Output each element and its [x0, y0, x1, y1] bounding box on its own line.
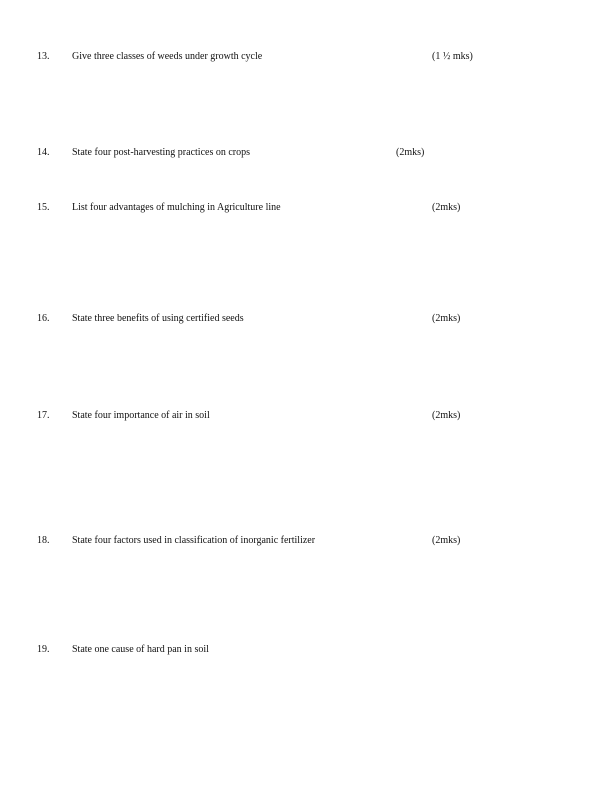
question-14 [0, 146, 612, 160]
question-marks: (1 ½ mks) [432, 51, 473, 62]
question-number: 16. [37, 313, 50, 324]
question-17 [0, 409, 612, 423]
question-text: Give three classes of weeds under growth cycle [72, 51, 263, 62]
question-15 [0, 201, 612, 215]
question-text: State one cause of hard pan in soil [72, 644, 209, 655]
question-marks: (2mks) [432, 535, 461, 546]
question-marks: (2mks) [432, 313, 461, 324]
question-text: State three benefits of using certified seeds [72, 313, 244, 324]
question-13 [0, 50, 612, 64]
question-number: 19. [37, 644, 50, 655]
question-number: 14. [37, 147, 50, 158]
question-text: State four factors used in classification of inorganic fertilizer [72, 535, 316, 546]
question-19 [0, 643, 612, 657]
question-text: State four post-harvesting practices on crops [72, 147, 251, 158]
question-marks: (2mks) [432, 410, 461, 421]
question-marks: (2mks) [396, 147, 425, 158]
question-number: 18. [37, 535, 50, 546]
question-marks: (2mks) [432, 202, 461, 213]
question-16 [0, 312, 612, 326]
question-number: 17. [37, 410, 50, 421]
question-18 [0, 534, 612, 548]
question-number: 13. [37, 51, 50, 62]
question-text: List four advantages of mulching in Agriculture line [72, 202, 281, 213]
question-text: State four importance of air in soil [72, 410, 210, 421]
question-number: 15. [37, 202, 50, 213]
